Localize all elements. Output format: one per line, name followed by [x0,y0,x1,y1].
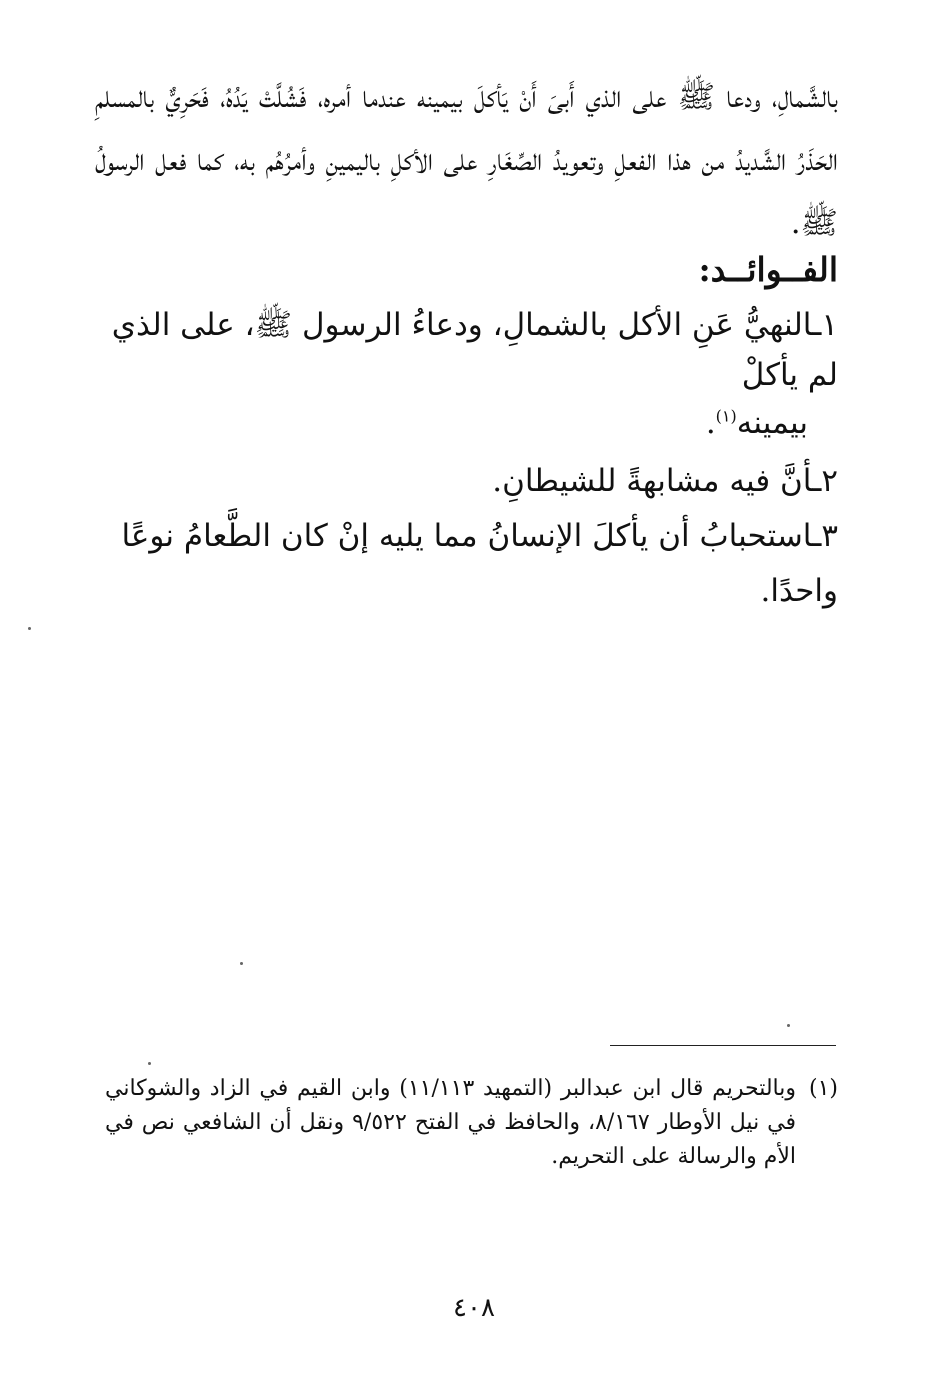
scan-speck [787,1024,790,1027]
benefit-continuation-text: بيمينه [736,405,808,441]
benefit-number: ٣ـ [812,518,838,554]
footnote-separator [610,1045,836,1046]
benefit-item-3 [95,509,838,619]
benefit-item-1 [95,300,838,446]
benefits-list [95,300,838,619]
body-paragraph: بالشَّمالِ، ودعا ﷺ على الذي أَبىَ أَنْ يَأكلَ بيمينه عندما أمره، فَشُلَّتْ يَدُهُ، فَحَرِيٌّ بالمسلمِ الحَذَرُ الشَّديدُ من هذا الفعلِ وتعويدُ الصِّغَارِ على الأكلِ باليمينِ وأمرُهُم به، كما فعل الرسولُ ﷺ. [95,79,838,241]
footnote-text: وبالتحريم قال ابن عبدالبر (التمهيد ١١/١١٣) وابن القيم في الزاد والشوكاني في نيل الأوطار ٨/١٦٧، والحافظ في الفتح ٩/٥٢٢ ونقل أن الشافعي نص في الأم والرسالة على التحريم. [105,1076,796,1169]
scan-speck [240,962,243,965]
benefit-text: استحبابُ أن يأكلَ الإنسانُ مما يليه إنْ كان الطَّعامُ نوعًا واحدًا. [121,518,838,609]
benefit-item-2 [95,454,838,509]
footnote-number: (١) [808,1076,838,1101]
benefit-text: النهيُّ عَنِ الأكل بالشمالِ، ودعاءُ الرسول ﷺ، على الذي لم يأكلْ [111,307,838,393]
benefit-continuation [95,400,838,446]
benefit-number: ١ـ [812,307,838,343]
section-heading-benefits: الفــوائــد: [698,250,838,289]
scan-speck [28,627,31,630]
page-number: ٤٠٨ [453,1293,495,1323]
footnote-reference[interactable]: (١) [715,406,737,426]
benefit-text: أنَّ فيه مشابهةً للشيطانِ. [492,463,813,499]
footnote [105,1072,838,1174]
benefit-number: ٢ـ [812,463,838,499]
scan-speck [148,1062,151,1065]
benefit-end-mark: . [705,405,716,441]
